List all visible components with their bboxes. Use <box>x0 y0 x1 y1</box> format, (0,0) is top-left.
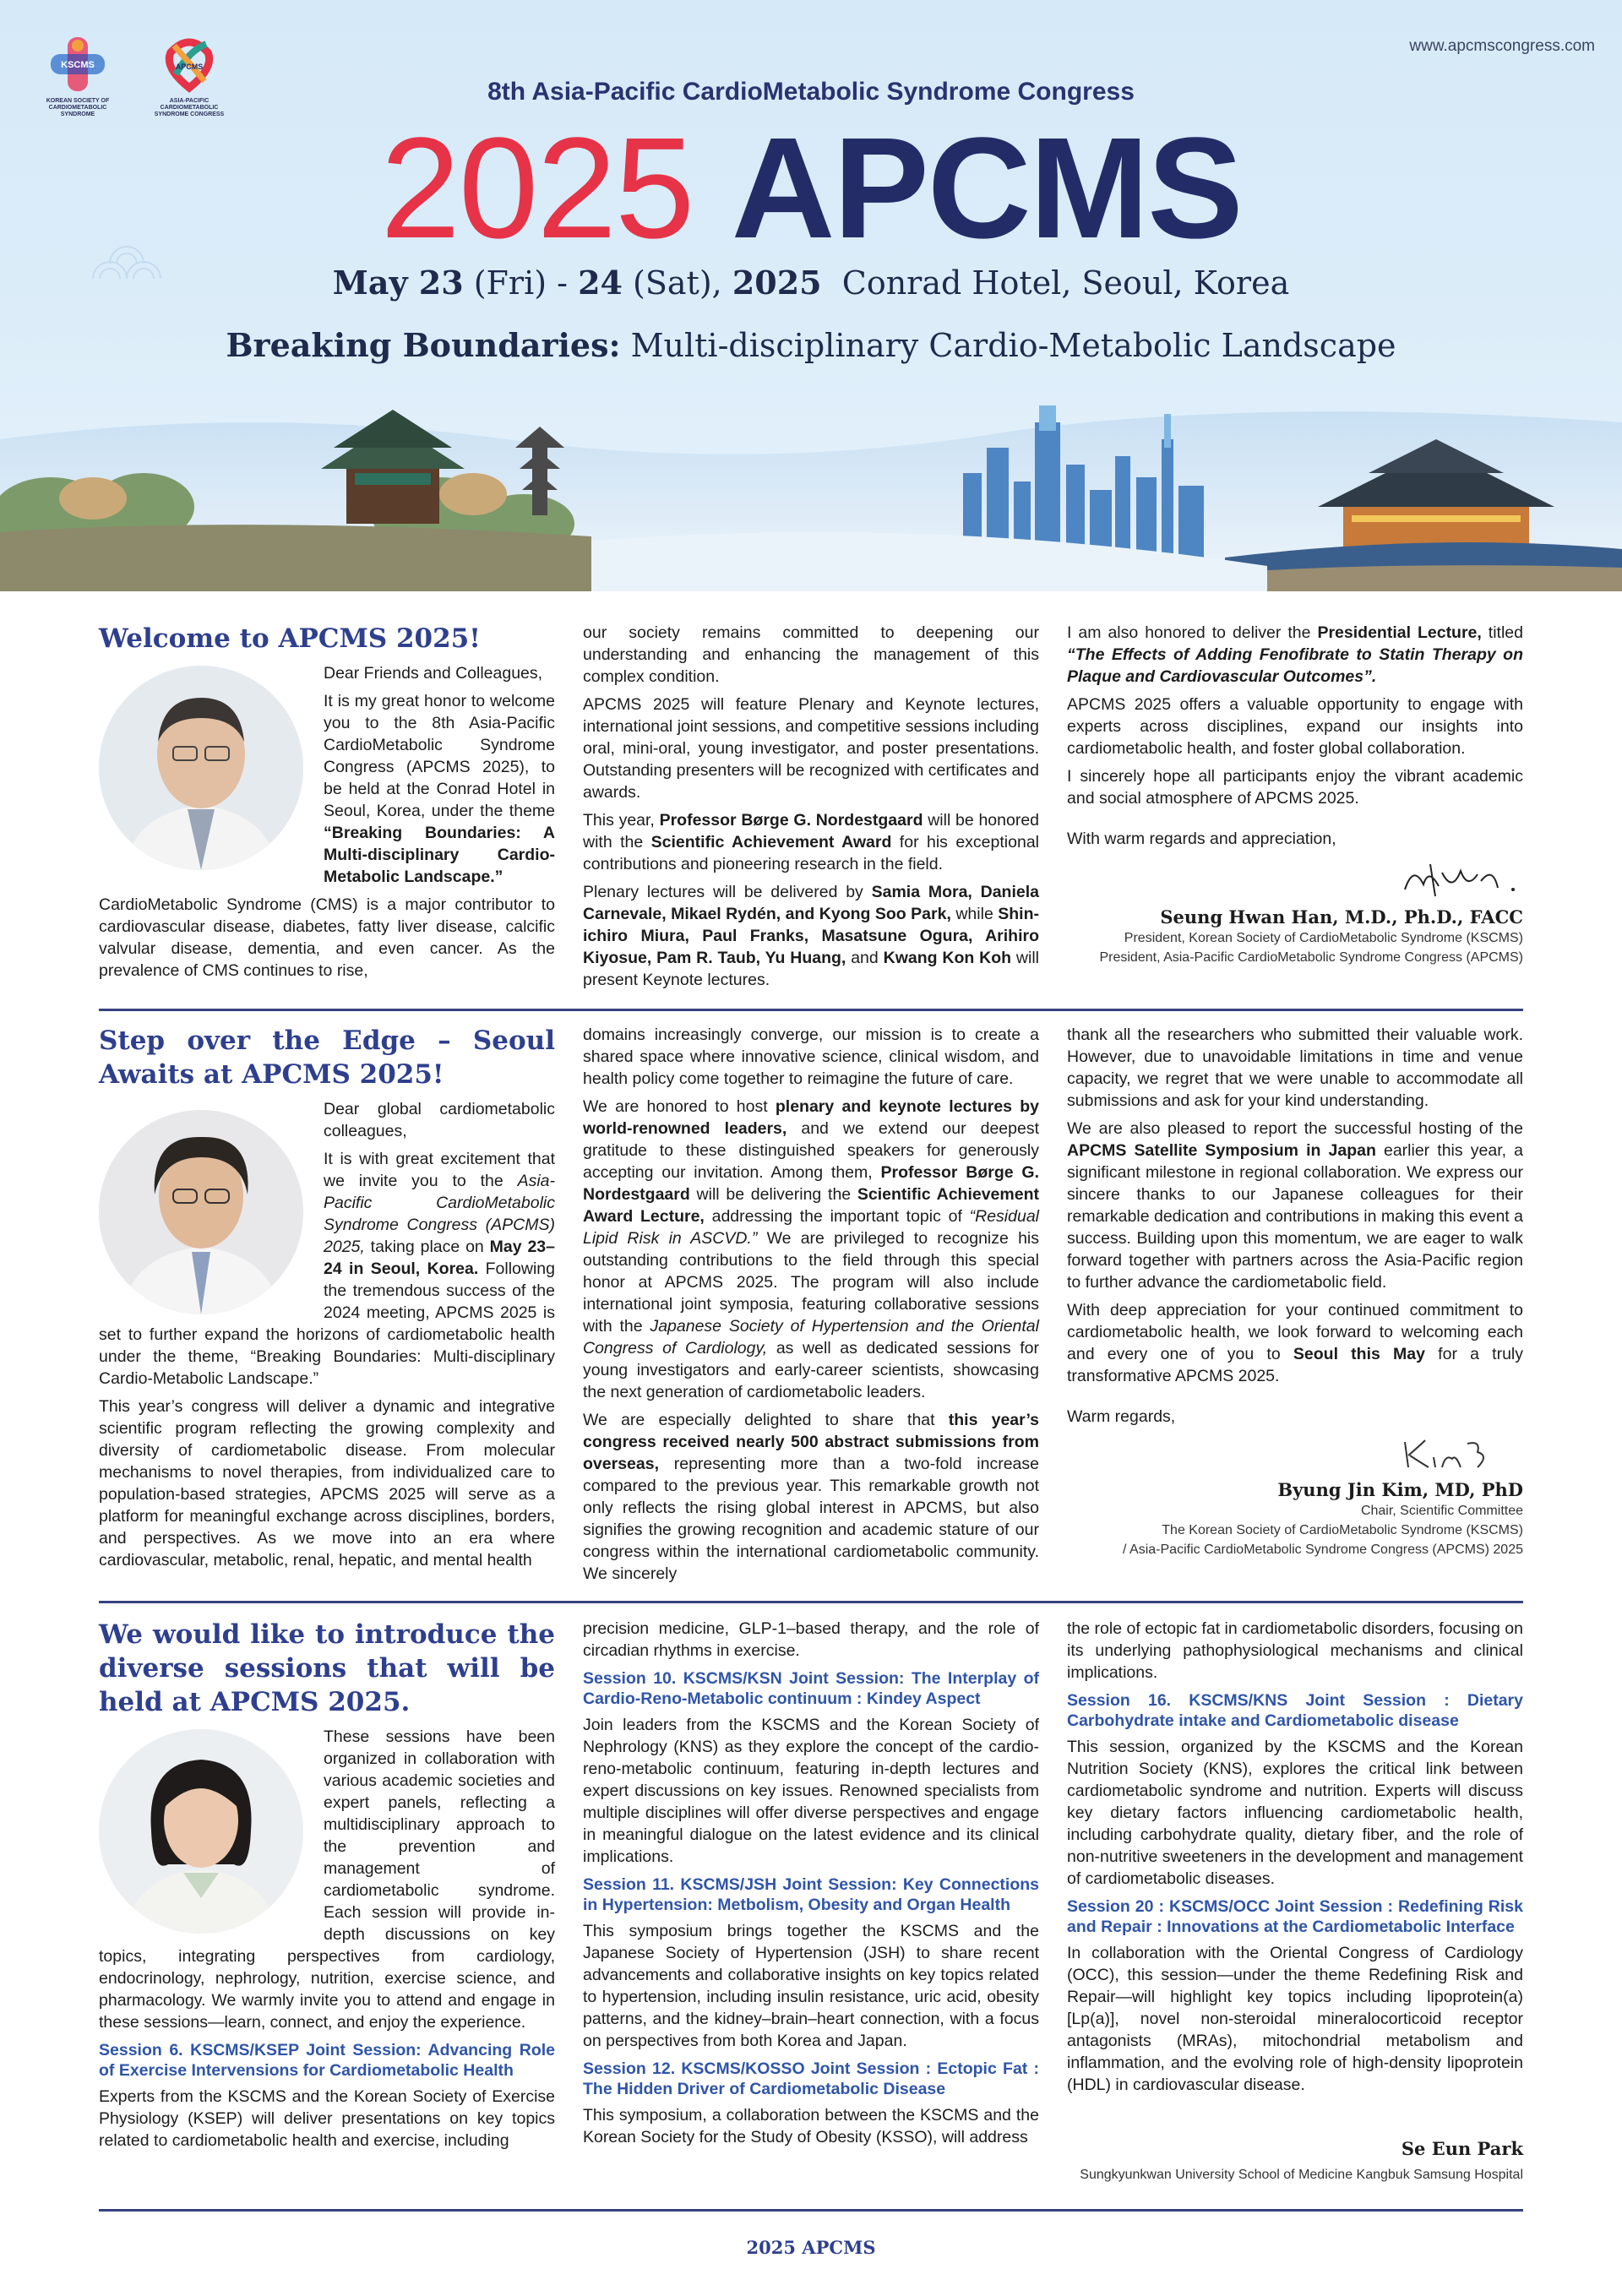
lecture-title: “The Effects of Adding Fenofibrate to Statin Therapy on Plaque and Cardiovascular Outcomes”. <box>1067 645 1523 686</box>
welcome-c3-p1 <box>1067 622 1523 688</box>
welcome-c2-p2: APCMS 2025 will feature Plenary and Keynote lectures, international joint sessions, and competitive sessions including oral, mini-oral, young investigator, and poster presentations. Outstanding presenters will be recognized with certificates and awards. <box>583 695 1039 802</box>
step-c2-p2 <box>583 1096 1039 1403</box>
theme-bold: Breaking Boundaries: <box>226 326 621 364</box>
step-c3-p2 <box>1067 1118 1523 1293</box>
welcome-col-2 <box>583 622 1039 997</box>
presidential-lecture: Presidential Lecture, <box>1317 623 1482 642</box>
author-affiliation: Sungkyunkwan University School of Medicine Kangbuk Samsung Hospital <box>1080 2168 1523 2182</box>
t: and <box>846 949 884 967</box>
date-end: 24 <box>578 264 623 302</box>
t: will present Keynote lectures. <box>583 949 1039 989</box>
t: and we extend our deepest gratitude to these distinguished speakers for generously accepting our invitation. Among them, <box>583 1119 1039 1182</box>
apcms-mark-text: APCMS <box>175 63 204 71</box>
signatory-name: Seung Hwan Han, M.D., Ph.D., FACC <box>1160 906 1523 928</box>
t: this year’s congress received nearly 500 abstract submissions from overseas, <box>583 1411 1039 1473</box>
date-start: May 23 <box>332 264 464 302</box>
t: This year, <box>583 811 660 830</box>
step-c3-p3 <box>1067 1299 1523 1387</box>
welcome-c3-p2: APCMS 2025 offers a valuable opportunity to engage with experts across disciplines, expand our insights into cardiometabolic health, and foster global collaboration. <box>1067 695 1523 758</box>
session-12-text: This symposium, a collaboration between the KSCMS and the Korean Society for the Study of Obesity (KSSO), will address <box>583 2106 1039 2146</box>
kscms-caption: KOREAN SOCIETY OF CARDIOMETABOLIC SYNDROME <box>46 98 110 118</box>
step-col-3 <box>1067 1024 1523 1559</box>
welcome-greeting: Dear Friends and Colleagues, <box>324 664 543 683</box>
t: plenary and keynote lectures by world-renowned leaders, <box>583 1097 1040 1138</box>
welcome-title: Welcome to APCMS 2025! <box>99 623 481 654</box>
t: APCMS Satellite Symposium in Japan <box>1067 1141 1376 1160</box>
step-section <box>99 1024 1523 1598</box>
welcome-closing: With warm regards and appreciation, <box>1067 830 1336 848</box>
welcome-col-3 <box>1067 622 1523 967</box>
theme-text: Multi-disciplinary Cardio-Metabolic Landscape <box>620 327 1396 364</box>
keynote-speakers: Shin-ichiro Miura, Paul Franks, Masatsune Ogura, Arihiro Kiyosue, Pam R. Taub, Yu Huang, <box>583 905 1039 967</box>
session-10-title: Session 10. KSCMS/KSN Joint Session: The Interplay of Cardio-Reno-Metabolic continuum : Kindey Aspect <box>583 1669 1039 1708</box>
t: for his exceptional contributions and pioneering research in the field. <box>583 833 1039 873</box>
author-photo <box>99 1729 303 1934</box>
welcome-c3-p3: I sincerely hope all participants enjoy the vibrant academic and social atmosphere of APCMS 2025. <box>1067 767 1523 808</box>
t: We are honored to host <box>583 1097 776 1116</box>
event-date-venue <box>0 264 1622 302</box>
t: addressing the important topic of <box>704 1207 970 1226</box>
step-c2-p1: domains increasingly converge, our mission is to create a shared space where innovative science, clinical wisdom, and health policy come together to reimagine the future of care. <box>583 1026 1039 1088</box>
president-portrait-icon <box>99 666 303 870</box>
t: Seoul this May <box>1293 1345 1425 1363</box>
t: We are especially delighted to share that <box>583 1411 949 1429</box>
t: representing more than a two-fold increase compared to the previous year. This remarkable growth not only reflects the rising global interest in APCMS, but also signifies the growing recognition and academic stature of our congress within the international cardiometabolic community. We sincerely <box>583 1455 1039 1583</box>
sessions-col-2 <box>583 1618 1039 2154</box>
t: will be honored with the <box>583 811 1040 851</box>
author-portrait-icon <box>99 1729 303 1934</box>
step-title: Step over the Edge – Seoul Awaits at APCMS 2025! <box>99 1026 555 1090</box>
session-6-title: Session 6. KSCMS/KSEP Joint Session: Advancing Role of Exercise Intervensions for Cardiometabolic Health <box>99 2041 555 2080</box>
t: I am also honored to deliver the <box>1067 623 1318 642</box>
award-name: Scientific Achievement Award <box>650 833 892 851</box>
kscms-mark-text: KSCMS <box>61 60 95 70</box>
chair-affiliation-1: Chair, Scientific Committee <box>1360 1504 1523 1518</box>
plenary-speakers: Samia Mora, Daniela Carnevale, Mikael Rydén, and Kyong Soo Park, <box>583 883 1039 923</box>
session-12-text-cont: the role of ectopic fat in cardiometabolic disorders, focusing on its underlying pathophysiological mechanisms and clinical implications. <box>1067 1619 1523 1682</box>
welcome-c2-p1: our society remains committed to deepening our understanding and enhancing the management of this complex condition. <box>583 623 1039 686</box>
session-20-text: In collaboration with the Oriental Congress of Cardiology (OCC), this session—under the theme Redefining Risk and Repair—will highlight key topics including lipoprotein(a) [Lp(a)], novel non-steroidal mineralocorticoid receptor antagonists (MRAs), mitochondrial metabolism and inflammation, and the evolving role of high-density lipoprotein (HDL) in cardiovascular disease. <box>1067 1944 1523 2094</box>
welcome-section <box>99 622 1523 1006</box>
congress-name: 8th Asia-Pacific CardioMetabolic Syndrome Congress <box>487 78 1135 106</box>
t: earlier this year, a significant milestone in regional collaboration. We express our sincere thanks to our Japanese colleagues for their remarkable dedication and contributions in making this event a success. Building upon this momentum, we are eager to walk forward together with partners across the Asia-Pacific region to further advance the cardiometabolic field. <box>1067 1141 1523 1292</box>
t: Japanese Society of Hypertension and the Oriental Congress of Cardiology, <box>583 1317 1039 1357</box>
t: Professor Børge G. Nordestgaard <box>583 1163 1040 1204</box>
sessions-col-1 <box>99 1618 555 2157</box>
section-divider-2 <box>99 1601 1523 1603</box>
welcome-c2-p3 <box>583 809 1039 875</box>
t: Following the tremendous success of the 2024 meeting, APCMS 2025 is set to further expand the horizons of cardiometabolic health under the theme, “Breaking Boundaries: Multi-disciplinary Cardio-Metabolic Landscape.” <box>99 1260 555 1388</box>
step-closing: Warm regards, <box>1067 1407 1176 1426</box>
signatory-affiliation-2: President, Asia-Pacific CardioMetabolic Syndrome Congress (APCMS) <box>1099 950 1523 965</box>
step-c3-p1: thank all the researchers who submitted their valuable work. However, due to unavoidable limitations in time and venue capacity, we regret that we were unable to accommodate all submissions and ask for your kind understanding. <box>1067 1026 1523 1110</box>
t: We are also pleased to report the successful hosting of the <box>1067 1119 1523 1138</box>
sessions-title: We would like to introduce the diverse sessions that will be held at APCMS 2025. <box>99 1619 555 1717</box>
author-name: Se Eun Park <box>1401 2138 1523 2159</box>
t: while <box>950 905 999 923</box>
main-title <box>0 100 1622 277</box>
sessions-section <box>99 1618 1523 2201</box>
signatory-affiliation-1: President, Korean Society of CardioMetabolic Syndrome (KSCMS) <box>1124 931 1523 945</box>
t: taking place on <box>364 1238 490 1256</box>
welcome-c1-theme: “Breaking Boundaries: A Multi-disciplinary Cardio-Metabolic Landscape.” <box>324 824 555 886</box>
signature-kim-icon <box>1396 1434 1523 1476</box>
t: will be delivering the <box>689 1185 857 1204</box>
congress-theme <box>0 326 1622 364</box>
president-photo <box>99 666 303 870</box>
keynote-speaker-last: Kwang Kon Koh <box>883 949 1012 967</box>
title-apcms: APCMS <box>731 108 1242 269</box>
title-year: 2025 <box>380 108 694 269</box>
footer-divider <box>99 2209 1523 2212</box>
step-c1-p2: This year’s congress will deliver a dynamic and integrative scientific program reflecting the growing complexity and diversity of cardiometabolic disease. From molecular mechanisms to novel therapies, from individualized care to population-based strategies, APCMS 2025 will serve as a platform for meaningful exchange across disciplines, borders, and perspectives. As we move into an era where cardiovascular, metabolic, renal, hepatic, and mental health <box>99 1397 555 1570</box>
section-divider-1 <box>99 1009 1523 1011</box>
welcome-c1-para2: CardioMetabolic Syndrome (CMS) is a major contributor to cardiovascular disease, diabetes, fatty liver disease, calcific valvular disease, dementia, and even cancer. As the prevalence of CMS continues to rise, <box>99 895 555 980</box>
welcome-c2-p4 <box>583 881 1039 991</box>
step-greeting: Dear global cardiometabolic colleagues, <box>324 1100 555 1140</box>
session-11-text: This symposium brings together the KSCMS and the Japanese Society of Hypertension (JSH) to share recent advancements and collaborative insights on key topics related to hypertension, including insulin resistance, uric acid, obesity patterns, and the kidney–brain–heart connection, with a focus on perspectives from both Korea and Japan. <box>583 1922 1039 2050</box>
t: Plenary lectures will be delivered by <box>583 883 872 901</box>
chair-photo <box>99 1110 303 1314</box>
t: We are privileged to recognize his outstanding contributions to the field through this special honor at APCMS 2025. The program will also include international joint symposia, featuring collaborative sessions with the <box>583 1229 1039 1336</box>
header-banner <box>0 0 1622 591</box>
step-col-2 <box>583 1024 1039 1591</box>
step-c2-p3 <box>583 1409 1039 1585</box>
venue: Conrad Hotel, Seoul, Korea <box>821 264 1290 302</box>
t: It is with great excitement that we invite you to the <box>324 1150 555 1190</box>
congress-full-name: Asia-Pacific CardioMetabolic Syndrome Congress (APCMS) 2025, <box>324 1172 555 1256</box>
step-date: May 23–24 in Seoul, Korea. <box>324 1238 555 1278</box>
date-text-2: (Sat), <box>622 264 732 302</box>
t: “Residual Lipid Risk in ASCVD.” <box>583 1207 1039 1248</box>
session-6-text-cont: precision medicine, GLP-1–based therapy, and the role of circadian rhythms in exercise. <box>583 1619 1039 1660</box>
t: titled <box>1481 623 1523 642</box>
t: With deep appreciation for your continued commitment to cardiometabolic health, we look forward to welcoming each and every one of you to <box>1067 1301 1523 1363</box>
nordestgaard-name: Professor Børge G. Nordestgaard <box>659 811 923 830</box>
t: for a truly transformative APCMS 2025. <box>1067 1345 1524 1385</box>
sessions-col-3 <box>1067 1618 1523 2184</box>
session-11-title: Session 11. KSCMS/JSH Joint Session: Key Connections in Hypertension: Metbolism, Obesity and Organ Health <box>583 1875 1039 1914</box>
website-url[interactable]: www.apcmscongress.com <box>1409 37 1595 55</box>
footer-label: 2025 APCMS <box>746 2237 876 2258</box>
t: Scientific Achievement Award Lecture, <box>583 1185 1039 1226</box>
session-6-text: Experts from the KSCMS and the Korean Society of Exercise Physiology (KSEP) will deliver presentations on key topics related to cardiometabolic health and exercise, including <box>99 2087 555 2150</box>
welcome-c1-text: It is my great honor to welcome you to the 8th Asia-Pacific CardioMetabolic Syndrome Congress (APCMS 2025), to be held at the Conrad Hotel in Seoul, Korea, under the theme <box>324 692 555 820</box>
session-16-text: This session, organized by the KSCMS and the Korean Nutrition Society (KNS), explores the critical link between cardiometabolic syndrome and nutrition. Experts will discuss key dietary factors influencing cardiometabolic health, including carbohydrate quality, dietary fiber, and the role of non-nutritive sweeteners in the development and management of cardiometabolic diseases. <box>1067 1738 1523 1888</box>
session-16-title: Session 16. KSCMS/KNS Joint Session : Dietary Carbohydrate intake and Cardiometabolic disease <box>1067 1691 1523 1730</box>
chair-name: Byung Jin Kim, MD, PhD <box>1277 1479 1523 1500</box>
welcome-col-1 <box>99 622 555 987</box>
apcms-caption: ASIA-PACIFIC CARDIOMETABOLIC SYNDROME CONGRESS <box>154 98 225 118</box>
session-10-text: Join leaders from the KSCMS and the Korean Society of Nephrology (KNS) as they explore the concept of the cardio-reno-metabolic continuum, featuring in-depth lectures and expert discussions on key issues. Renowned specialists from multiple disciplines will offer diverse perspectives and engage in meaningful dialogue on the latest evidence and its clinical implications. <box>583 1716 1039 1866</box>
sessions-intro: These sessions have been organized in collaboration with various academic societies and expert panels, reflecting a multidisciplinary approach to the prevention and management of cardiometabolic syndrome. Each session will provide in-depth discussions on key topics, integrating perspectives from cardiology, endocrinology, nephrology, nutrition, exercise science, and pharmacology. We warmly invite you to attend and engage in these sessions—learn, connect, and enjoy the experience. <box>99 1727 555 2032</box>
session-20-title: Session 20 : KSCMS/OCC Joint Session : Redefining Risk and Repair : Innovations at the Cardiometabolic Interface <box>1067 1897 1523 1936</box>
chair-affiliation-2: The Korean Society of CardioMetabolic Syndrome (KSCMS) <box>1162 1523 1523 1537</box>
seoul-landscape-illustration <box>0 389 1622 591</box>
step-col-1 <box>99 1024 555 1577</box>
signature-han-icon <box>1380 856 1523 903</box>
t: as well as dedicated sessions for young investigators and early-career scientists, showcasing the next generation of cardiometabolic leaders. <box>583 1339 1039 1401</box>
chair-portrait-icon <box>99 1110 303 1314</box>
session-12-title: Session 12. KSCMS/KOSSO Joint Session : Ectopic Fat : The Hidden Driver of Cardiometabolic Disease <box>583 2059 1039 2098</box>
date-text-1: (Fri) - <box>463 264 579 302</box>
date-year: 2025 <box>732 264 822 302</box>
chair-affiliation-3: / Asia-Pacific CardioMetabolic Syndrome Congress (APCMS) 2025 <box>1123 1542 1523 1557</box>
